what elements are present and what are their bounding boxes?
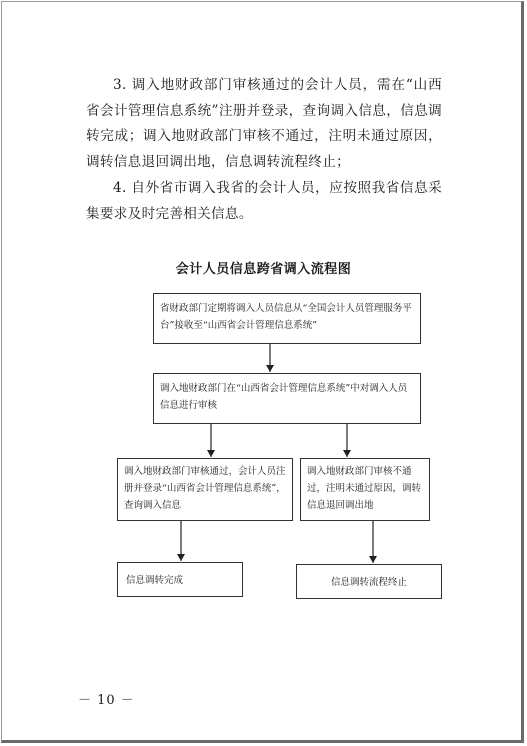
paragraph-item-4: 4. 自外省市调入我省的会计人员，应按照我省信息采集要求及时完善相关信息。: [86, 180, 442, 222]
flow-end-complete: 信息调转完成: [117, 562, 243, 597]
flow-end-terminate: 信息调转流程终止: [296, 564, 442, 599]
flow-step-rejected: 调入地财政部门审核不通过，注明未通过原因，调转信息退回调出地: [300, 458, 430, 521]
flow-step-approved: 调入地财政部门审核通过，会计人员注册并登录“山西省会计管理信息系统”，查询调入信息: [117, 458, 293, 521]
paragraph-item-3: 3. 调入地财政部门审核通过的会计人员，需在“山西省会计管理信息系统”注册并登录，查询调入信息，信息调转完成；调入地财政部门审核不通过，注明未通过原因，调转信息退回调出地，信息调转流程终止；: [86, 77, 442, 170]
page-number: － 10 －: [78, 693, 135, 708]
flow-step-review: 调入地财政部门在“山西省会计管理信息系统”中对调入人员信息进行审核: [153, 373, 421, 424]
flow-step-receive: 省财政部门定期将调入人员信息从“全国会计人员管理服务平台”接收至“山西省会计管理信息系统”: [153, 293, 421, 344]
flowchart-title: 会计人员信息跨省调入流程图: [175, 262, 352, 277]
